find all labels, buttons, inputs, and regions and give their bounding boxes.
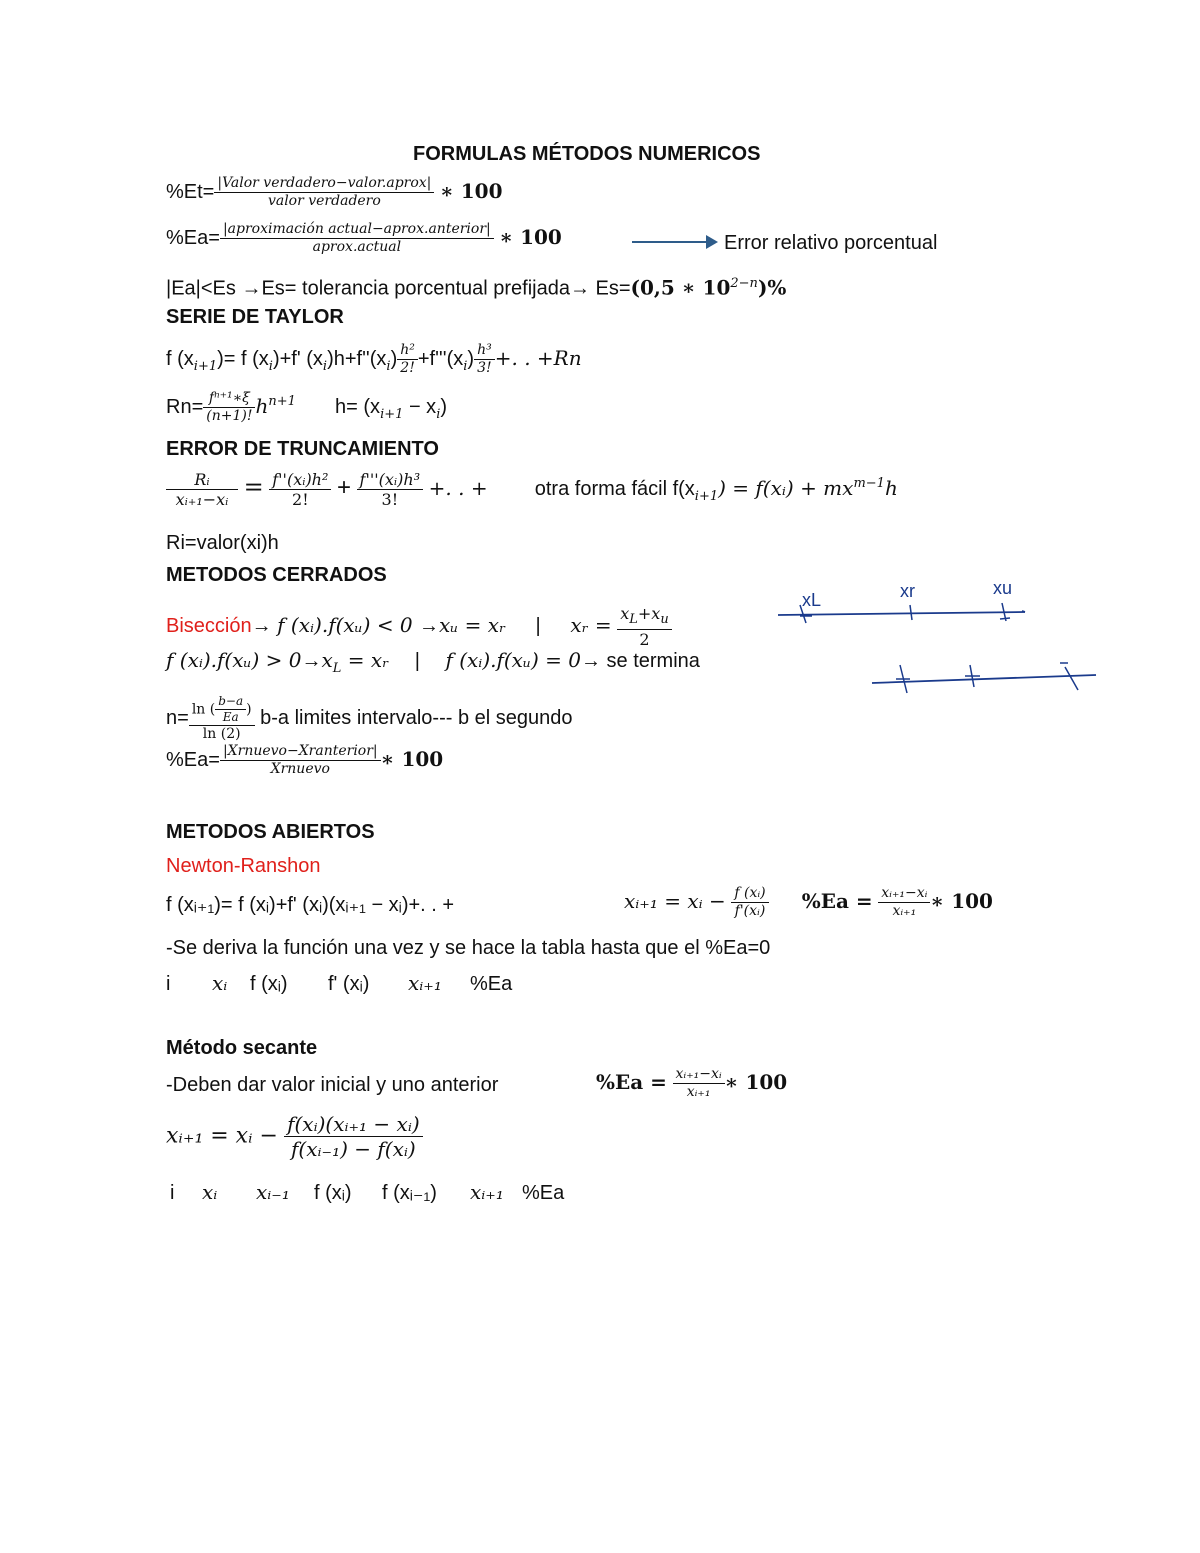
trunc-d2: 3! — [381, 490, 399, 509]
arrow-right-icon — [630, 232, 720, 252]
secant-col: f (xᵢ₋₁) — [382, 1182, 437, 1204]
xr-num-sub2: u — [660, 612, 669, 628]
ri-formula: Ri=valor(xi)h — [166, 532, 279, 554]
h-def2: − x — [403, 395, 437, 418]
separator: | — [535, 614, 541, 637]
trunc-tail: +. . + — [428, 475, 488, 500]
nr-num: f (xᵢ) — [731, 885, 768, 903]
trunc-plus: + — [336, 473, 351, 501]
et-fraction — [214, 175, 434, 210]
arrow-icon: → — [241, 277, 262, 300]
ea-note: Error relativo porcentual — [724, 232, 938, 254]
nr-col: i — [166, 973, 171, 995]
separator: | — [414, 650, 420, 672]
secant-col: xᵢ₋₁ — [256, 1180, 290, 1204]
secant-den: f(xᵢ₋₁) − f(xᵢ) — [291, 1137, 416, 1161]
ea-fraction — [220, 221, 494, 256]
closed-ea-num: |Xrnuevo−Xranterior| — [220, 743, 381, 761]
arrow-icon: → — [251, 614, 272, 637]
trunc-n2: f'''(xᵢ)h³ — [357, 470, 424, 490]
n-fraction — [189, 694, 255, 743]
ea-num: |aproximación actual−aprox.anterior| — [220, 221, 494, 239]
rn-fraction — [203, 390, 255, 425]
nr-ea-num: xᵢ₊₁−xᵢ — [878, 885, 930, 903]
nr-col: f' (xᵢ) — [328, 973, 370, 995]
et-num: |Valor verdadero−valor.aprox| — [214, 175, 434, 193]
secant-ea-tail: ∗ 100 — [724, 1069, 788, 1094]
trunc-d1: 2! — [292, 490, 309, 509]
n-num-b: ) — [246, 701, 252, 718]
taylor-sub1: i+1 — [193, 358, 218, 374]
trunc-alt-formula: ) = f(xᵢ) + mx — [718, 475, 854, 500]
et-lhs: %Et= — [166, 180, 215, 203]
rn-h: h — [255, 393, 269, 418]
et-formula — [166, 175, 503, 210]
secant-lhs: xᵢ₊₁ = xᵢ − — [166, 1123, 278, 1149]
taylor-p1: )+f' (x — [272, 347, 323, 370]
n-lhs: n= — [166, 706, 189, 729]
nr-ea-tail: ∗ 100 — [930, 888, 993, 913]
n-formula — [166, 694, 573, 743]
h-subi: i — [436, 406, 441, 422]
secant-formula — [166, 1112, 423, 1161]
nr-col: %Ea — [470, 973, 513, 995]
rn-formula — [166, 390, 447, 427]
xr-fraction — [617, 604, 671, 649]
secant-num: f(xᵢ)(xᵢ₊₁ − xᵢ) — [284, 1112, 423, 1137]
open-heading: METODOS ABIERTOS — [166, 821, 375, 843]
trunc-frac2 — [357, 470, 424, 509]
bisection-assign2: x — [321, 648, 333, 672]
trunc-alt-h: h — [884, 475, 898, 500]
bisection-assign1: xᵤ = xᵣ — [439, 612, 506, 637]
bisection-assign2b: = xᵣ — [341, 648, 390, 672]
nr-den: f'(xᵢ) — [734, 903, 766, 919]
taylor-frac3 — [474, 342, 495, 377]
bisection-label: Bisección — [166, 614, 252, 637]
xr-den: 2 — [639, 630, 650, 650]
bisection-line — [166, 604, 672, 649]
secant-note: -Deben dar valor inicial y uno anterior — [166, 1074, 499, 1096]
arrow-icon: → — [419, 614, 440, 637]
taylor-tail: +. . +Rn — [494, 345, 582, 370]
bisection-cond1: f (xᵢ).f(xᵤ) < 0 — [277, 612, 420, 637]
es-c: Es= — [589, 277, 631, 300]
trunc-n1: f''(xᵢ)h² — [269, 470, 331, 490]
taylor-d3: 3! — [477, 360, 492, 376]
taylor-eq: )= f (x — [217, 347, 269, 370]
bisection-cond3: f (xᵢ).f(xᵤ) = 0 — [445, 648, 581, 672]
n-inner-num: b−a — [215, 694, 246, 710]
arrow-icon: → — [580, 650, 601, 672]
trunc-frac1 — [269, 470, 331, 509]
trunc-heading: ERROR DE TRUNCAMIENTO — [166, 438, 439, 460]
taylor-subi: i — [463, 358, 468, 374]
secant-fraction — [284, 1112, 423, 1161]
trunc-eq: = — [243, 472, 264, 501]
nr-table-header — [166, 971, 512, 996]
es-a: |Ea|<Es — [166, 277, 242, 300]
secant-heading: Método secante — [166, 1037, 318, 1059]
nr-ea-lhs: %Ea = — [801, 888, 873, 913]
trunc-alt: otra forma fácil f(x — [534, 477, 695, 500]
secant-ea-num: xᵢ₊₁−xᵢ — [673, 1066, 725, 1084]
nr-note: -Se deriva la función una vez y se hace la tabla hasta que el %Ea=0 — [166, 937, 771, 959]
rn-den: (n+1)! — [206, 408, 253, 424]
newton-label: Newton-Ranshon — [166, 855, 321, 877]
nr-formula — [624, 885, 993, 920]
secant-ea-lhs: %Ea = — [596, 1069, 667, 1094]
arrow-icon: → — [569, 277, 590, 300]
xr-num-mid: +x — [637, 604, 661, 623]
closed-ea-fraction — [220, 743, 381, 778]
taylor-heading: SERIE DE TAYLOR — [166, 306, 344, 328]
es-close: )% — [757, 275, 787, 300]
h-sub1: i+1 — [380, 406, 404, 422]
trunc-alt-sub: i+1 — [694, 488, 719, 504]
closed-ea-tail: ∗ 100 — [380, 746, 444, 771]
trunc-lden: xᵢ₊₁−xᵢ — [175, 490, 229, 509]
es-formula: (0,5 ∗ 10 — [630, 275, 731, 300]
taylor-subi: i — [322, 358, 328, 374]
taylor-series: f $(x_{i+1})= f$ $(x_i)+f'$ $(x_i)h+f''(x_i)$ $\frac{\text{h²}}{2!}$ $+f'''(x_i)$ $\frac{\text{h³}}{3!}$ +. . +Rn — [166, 342, 582, 376]
sketch-xl: xL — [802, 590, 822, 610]
trunc-lnum: Rᵢ — [166, 470, 238, 490]
bisection-assign2-sub: L — [332, 661, 342, 676]
ea-formula — [166, 221, 562, 256]
bisection-cond2: f (xᵢ).f(xᵤ) > 0 — [166, 648, 302, 672]
taylor-d2: 2! — [400, 360, 415, 376]
secant-col: xᵢ — [202, 1180, 218, 1204]
n-num-a: ln ( — [191, 701, 216, 718]
closed-ea-formula — [166, 743, 443, 778]
rn-lhs: Rn= — [166, 395, 204, 418]
taylor-f1: f (x — [166, 347, 194, 370]
nr-col: xᵢ₊₁ — [408, 971, 442, 995]
secant-col: i — [170, 1182, 175, 1204]
secant-ea-fraction — [673, 1066, 725, 1101]
page-title: FORMULAS MÉTODOS NUMERICOS — [413, 143, 761, 165]
closed-heading: METODOS CERRADOS — [166, 564, 387, 586]
trunc-formula — [166, 470, 898, 509]
rn-num: fⁿ⁺¹∗ξ — [203, 390, 255, 408]
et-tail: ∗ 100 — [439, 178, 503, 203]
sketch-xr: xr — [900, 581, 915, 601]
xr-lhs: xᵣ = — [570, 612, 612, 637]
secant-col: xᵢ₊₁ — [470, 1180, 504, 1204]
ea-lhs: %Ea= — [166, 226, 220, 249]
secant-table-header — [170, 1180, 564, 1205]
closed-ea-den: Xrnuevo — [270, 761, 330, 777]
xr-num: x — [620, 604, 630, 623]
taylor-p1b: )h+f''(x — [327, 347, 387, 370]
secant-col: %Ea — [522, 1182, 565, 1204]
nr-fraction — [731, 885, 768, 920]
ea-tail: ∗ 100 — [499, 224, 562, 249]
trunc-lfrac — [166, 470, 238, 509]
es-b: Es= tolerancia porcentual prefijada — [261, 277, 570, 300]
secant-ea-den: xᵢ₊₁ — [686, 1084, 711, 1100]
n-den: ln (2) — [202, 726, 241, 742]
es-line — [166, 272, 786, 301]
ea-den: aprox.actual — [312, 239, 402, 255]
h-close: ) — [440, 395, 448, 418]
taylor-p2: +f'''(x — [417, 347, 464, 370]
bisection-end: se termina — [600, 650, 700, 672]
nr-ea-den: xᵢ₊₁ — [892, 903, 917, 919]
et-den: valor verdadero — [267, 193, 381, 209]
secant-col: f (xᵢ) — [314, 1182, 352, 1204]
nr-col: xᵢ — [212, 971, 228, 995]
nr-taylor: f (xᵢ₊₁)= f (xᵢ)+f' (xᵢ)(xᵢ₊₁ − xᵢ)+. . + — [166, 894, 455, 916]
nr-ea-fraction — [878, 885, 930, 920]
nr-lhs: xᵢ₊₁ = xᵢ − — [624, 888, 726, 913]
taylor-h2: h² — [397, 342, 418, 360]
secant-ea — [596, 1066, 787, 1101]
nr-col: f (xᵢ) — [250, 973, 288, 995]
taylor-subi: i — [386, 358, 391, 374]
closed-ea-lhs: %Ea= — [166, 748, 220, 771]
arrow-icon: → — [301, 650, 322, 672]
sketch-xu: xu — [993, 578, 1013, 598]
bisection-line-2 — [166, 648, 700, 681]
n-inner-den: Ea — [222, 710, 239, 724]
n-note: b-a limites intervalo--- b el segundo — [254, 706, 573, 729]
es-exp: 2−n — [730, 276, 758, 291]
taylor-frac2 — [397, 342, 418, 377]
rn-exp: n+1 — [268, 394, 296, 410]
taylor-subi: i — [268, 358, 273, 374]
xr-num-sub1: L — [629, 612, 638, 628]
taylor-h3: h³ — [474, 342, 495, 360]
h-def: h= (x — [335, 395, 381, 418]
trunc-alt-exp: m−1 — [853, 476, 885, 492]
